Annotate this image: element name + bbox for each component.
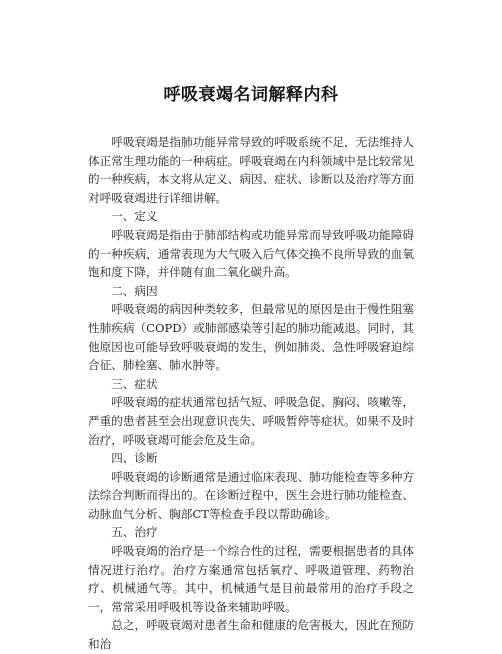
intro-paragraph: 呼吸衰竭是指肺功能异常导致的呼吸系统不足，无法维持人体正常生理功能的一种病症。呼吸衰竭在内科领域中是比较常见的一种疾病，本文将从定义、病因、症状、诊断以及治疗等方面对呼吸衰竭进行详细讲解。 bbox=[88, 135, 414, 205]
section-heading-definition: 一、定义 bbox=[111, 209, 158, 224]
document-title: 呼吸衰竭名词解释内科 bbox=[163, 85, 339, 105]
section-heading-cause: 二、病因 bbox=[111, 283, 158, 298]
section-text-symptoms: 呼吸衰竭的症状通常包括气短、呼吸急促、胸闷、咳嗽等，严重的患者甚至会出现意识丧失、呼吸暂停等症状。如果不及时治疗，呼吸衰竭可能会危及生命。 bbox=[88, 395, 414, 447]
section-heading-symptoms: 三、症状 bbox=[111, 376, 158, 391]
section-text-definition: 呼吸衰竭是指由于肺部结构或功能异常而导致呼吸功能障碍的一种疾病，通常表现为大气吸入后气体交换不良所导致的血氧饱和度下降，并伴随有血二氧化碳升高。 bbox=[88, 227, 414, 280]
conclusion-paragraph: 总之，呼吸衰竭对患者生命和健康的危害极大，因此在预防和治 bbox=[88, 618, 414, 652]
section-text-diagnosis: 呼吸衰竭的诊断通常是通过临床表现、肺功能检查等多种方法综合判断而得出的。在诊断过程中，医生会进行肺功能检查、动脉血气分析、胸部CT等检查手段以帮助确诊。 bbox=[88, 469, 414, 521]
section-heading-diagnosis: 四、诊断 bbox=[111, 451, 158, 466]
section-text-treatment: 呼吸衰竭的治疗是一个综合性的过程，需要根据患者的具体情况进行治疗。治疗方案通常包括氧疗、呼吸道管理、药物治疗、机械通气等。其中，机械通气是目前最常用的治疗手段之一，常常采用呼吸机等设备来辅助呼吸。 bbox=[88, 544, 414, 614]
section-heading-treatment: 五、治疗 bbox=[111, 525, 158, 540]
section-text-cause: 呼吸衰竭的病因种类较多，但最常见的原因是由于慢性阻塞性肺疾病（COPD）或肺部感染等引起的肺功能减退。同时，其他原因也可能导致呼吸衰竭的发生，例如肺炎、急性呼吸窘迫综合征、肺栓塞、肺水肿等。 bbox=[88, 302, 414, 373]
